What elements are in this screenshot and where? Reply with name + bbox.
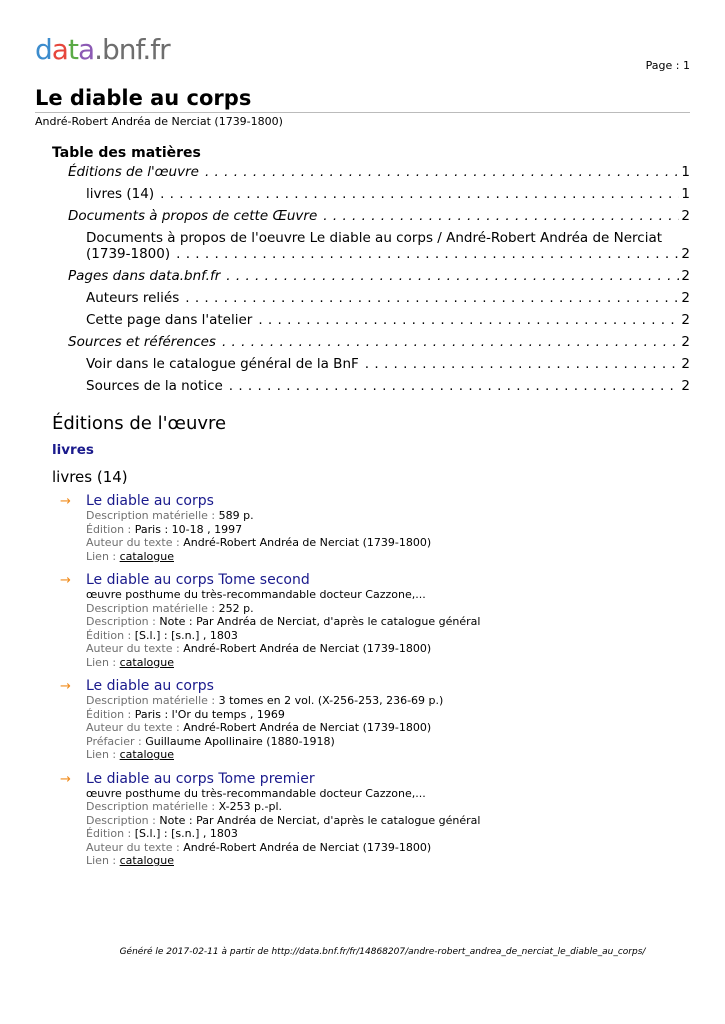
toc-leader — [222, 334, 679, 350]
field-label: Description matérielle : — [86, 694, 219, 707]
field-label: Préfacier : — [86, 734, 146, 748]
catalogue-link[interactable]: catalogue — [119, 549, 174, 563]
title-divider — [35, 112, 690, 113]
toc-entry-livres[interactable] — [52, 186, 690, 202]
toc-entry-text: Sources de la notice — [86, 378, 223, 394]
field-value: Note : Par Andréa de Nerciat, d'après le catalogue général — [159, 615, 481, 628]
toc-leader — [160, 186, 679, 202]
field-label: Édition : — [86, 827, 135, 840]
edition-title[interactable]: Le diable au corps Tome second — [86, 572, 310, 588]
field-label: Auteur du texte : — [86, 642, 184, 655]
toc-page: 2 — [681, 312, 690, 328]
field-value: André-Robert Andréa de Nerciat (1739-1800) — [183, 536, 432, 549]
toc-page: 2 — [681, 290, 690, 306]
toc-leader — [365, 356, 680, 372]
edition-subtitle: œuvre posthume du très-recommandable docteur Cazzone,... — [86, 786, 426, 800]
page-number: Page : 1 — [645, 59, 690, 72]
edition-title[interactable]: Le diable au corps — [86, 678, 214, 694]
toc-entry-documents-oeuvre[interactable] — [52, 230, 690, 262]
toc-entry-pages[interactable] — [52, 268, 690, 284]
toc-page: 2 — [681, 246, 690, 262]
group-heading: livres (14) — [52, 468, 128, 486]
toc-entry-text: Pages dans data.bnf.fr — [68, 268, 221, 284]
catalogue-link[interactable]: catalogue — [119, 655, 174, 669]
arrow-right-icon: → — [60, 771, 71, 787]
toc-entry-atelier[interactable] — [52, 312, 690, 328]
field-value: Paris : 10-18 , 1997 — [134, 522, 243, 536]
arrow-right-icon: → — [60, 573, 71, 588]
edition-title[interactable]: Le diable au corps — [86, 493, 214, 509]
field-label: Auteur du texte : — [86, 840, 184, 854]
list-item — [60, 678, 690, 762]
page-title: Le diable au corps — [35, 86, 252, 110]
edition-subtitle: œuvre posthume du très-recommandable docteur Cazzone,... — [86, 588, 426, 601]
catalogue-link[interactable]: catalogue — [119, 748, 174, 761]
toc-entry-text: Documents à propos de cette Œuvre — [68, 208, 318, 224]
field-label: Description : — [86, 615, 160, 628]
toc-entry-text: Sources et références — [68, 334, 216, 350]
toc-leader — [226, 268, 679, 284]
toc-entry-text: Cette page dans l'atelier — [86, 312, 253, 328]
field-label: Lien : — [86, 854, 120, 867]
field-value: 252 p. — [218, 601, 254, 615]
arrow-right-icon: → — [60, 494, 71, 509]
toc-entry-sources[interactable] — [52, 334, 690, 350]
arrow-right-icon: → — [60, 679, 71, 694]
toc-entry-text: Voir dans le catalogue général de la BnF — [86, 356, 359, 372]
field-value: Note : Par Andréa de Nerciat, d'après le catalogue général — [159, 813, 481, 827]
toc-page: 1 — [681, 164, 690, 180]
field-label: Lien : — [86, 748, 120, 761]
edition-title[interactable]: Le diable au corps Tome premier — [86, 770, 315, 787]
editions-list — [60, 493, 690, 877]
table-of-contents — [52, 145, 690, 400]
field-value: André-Robert Andréa de Nerciat (1739-1800) — [183, 721, 432, 734]
toc-page: 2 — [681, 208, 690, 224]
toc-entry-editions[interactable] — [52, 164, 690, 180]
toc-leader — [323, 208, 679, 224]
field-value: Paris : l'Or du temps , 1969 — [134, 707, 285, 721]
toc-entry-auteurs[interactable] — [52, 290, 690, 306]
field-value: 3 tomes en 2 vol. (X-256-253, 236-69 p.) — [218, 694, 444, 707]
catalogue-link[interactable]: catalogue — [119, 854, 174, 867]
toc-leader — [258, 312, 679, 328]
section-heading: Éditions de l'œuvre — [52, 413, 227, 434]
field-value: X-253 p.-pl. — [218, 800, 283, 813]
toc-page: 2 — [681, 356, 690, 372]
toc-leader — [176, 246, 679, 262]
list-item — [60, 771, 690, 868]
logo-letter: d — [35, 33, 52, 66]
field-label: Édition : — [86, 522, 135, 536]
field-label: Description matérielle : — [86, 800, 219, 813]
field-label: Description : — [86, 813, 160, 827]
logo-letter: a — [51, 33, 68, 66]
toc-leader — [185, 290, 679, 306]
field-value: Guillaume Apollinaire (1880-1918) — [145, 734, 335, 748]
field-label: Édition : — [86, 707, 135, 721]
list-item — [60, 572, 690, 669]
field-label: Lien : — [86, 655, 120, 669]
toc-entry-documents[interactable] — [52, 208, 690, 224]
data-bnf-logo[interactable] — [35, 33, 170, 66]
field-value: 589 p. — [218, 509, 254, 522]
toc-entry-catalogue[interactable] — [52, 356, 690, 372]
field-label: Auteur du texte : — [86, 721, 184, 734]
field-value: André-Robert Andréa de Nerciat (1739-1800) — [183, 840, 432, 854]
field-value: [S.l.] : [s.n.] , 1803 — [134, 827, 238, 840]
field-value: [S.l.] : [s.n.] , 1803 — [134, 628, 238, 642]
field-label: Description matérielle : — [86, 509, 219, 522]
logo-domain: .bnf.fr — [94, 33, 170, 66]
logo-letter: t — [67, 33, 78, 66]
toc-leader — [229, 378, 680, 394]
field-label: Description matérielle : — [86, 601, 219, 615]
toc-page: 1 — [681, 186, 690, 202]
toc-entry-text: livres (14) — [86, 186, 155, 202]
toc-page: 2 — [681, 268, 690, 284]
logo-letter: a — [77, 33, 95, 66]
toc-heading: Table des matières — [52, 145, 201, 161]
subsection-heading: livres — [52, 442, 94, 458]
toc-entry-text: Documents à propos de l'oeuvre Le diable au corps / André-Robert Andréa de Nerciat — [86, 230, 663, 246]
field-value: André-Robert Andréa de Nerciat (1739-1800) — [183, 642, 432, 655]
toc-page: 2 — [681, 334, 690, 350]
toc-entry-text: Éditions de l'œuvre — [68, 164, 199, 180]
field-label: Lien : — [86, 549, 120, 563]
field-label: Édition : — [86, 628, 135, 642]
field-label: Auteur du texte : — [86, 536, 184, 549]
toc-entry-text: Auteurs reliés — [86, 290, 180, 306]
toc-leader — [205, 164, 679, 180]
page-subtitle: André-Robert Andréa de Nerciat (1739-1800) — [35, 115, 283, 128]
page-footer: Généré le 2017-02-11 à partir de http://data.bnf.fr/fr/14868207/andre-robert_andrea_de_nerciat_le_diable_au_corps/ — [119, 947, 646, 957]
toc-entry-notice[interactable] — [52, 378, 690, 394]
toc-entry-text-cont: (1739-1800) — [86, 246, 171, 262]
list-item — [60, 493, 690, 563]
toc-page: 2 — [681, 378, 690, 394]
